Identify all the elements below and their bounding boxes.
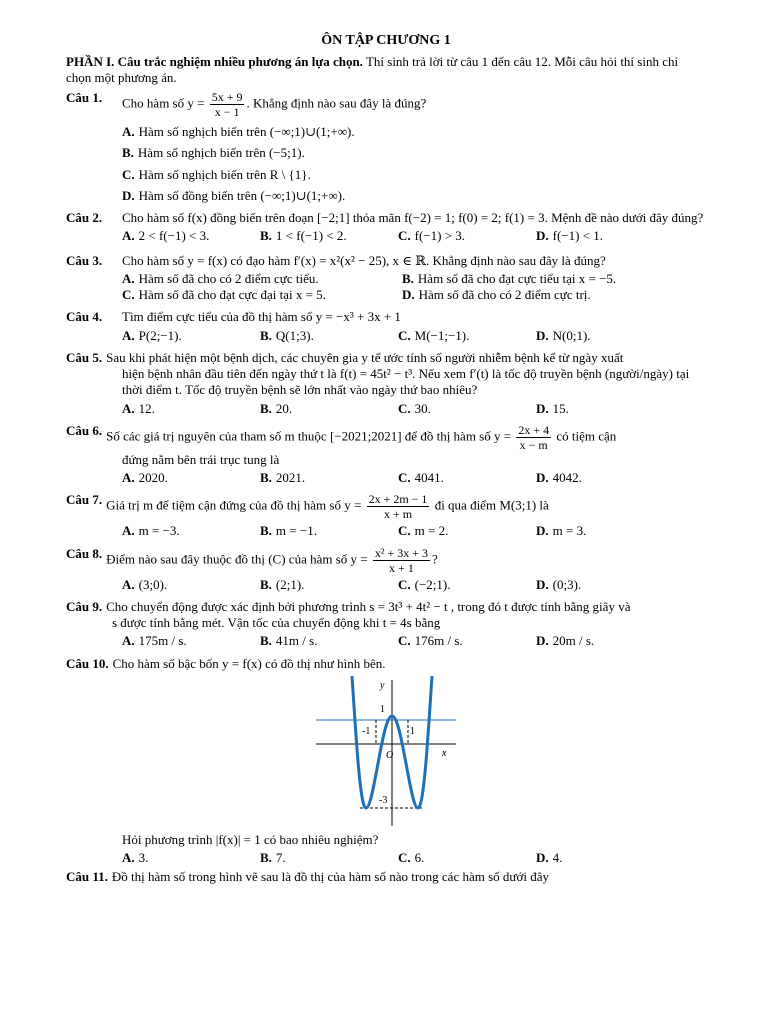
option-text: Hàm số đã cho có 2 điểm cực trị. <box>418 287 591 302</box>
option-letter: D. <box>536 470 549 485</box>
option-text: Hàm số đồng biến trên (−∞;1)∪(1;+∞). <box>138 187 346 203</box>
option-letter: B. <box>260 228 272 244</box>
option-text: 176m / s. <box>414 633 463 649</box>
numerator: 2x + 2m − 1 <box>368 492 428 507</box>
option[interactable] <box>122 577 260 593</box>
question-10-prompt: Hỏi phương trình |f(x)| = 1 có bao nhiêu nghiệm? <box>122 832 379 847</box>
option[interactable] <box>536 328 674 344</box>
option[interactable] <box>66 167 706 183</box>
question-stem <box>106 546 706 575</box>
stem-text: Giá trị m để tiệm cận đứng của đồ thị hàm số y = <box>106 497 362 513</box>
option-text: 7. <box>275 850 286 866</box>
option-text: m = −1. <box>275 523 317 539</box>
option-letter: C. <box>398 850 411 866</box>
option-text: 6. <box>414 850 425 866</box>
tick-label-y1: 1 <box>380 703 385 715</box>
question-number: Câu 4. <box>66 309 103 325</box>
question-1 <box>66 90 706 119</box>
option-text: (−2;1). <box>414 576 451 592</box>
option[interactable] <box>260 577 398 593</box>
question-stem <box>122 90 706 119</box>
option-letter: A. <box>122 470 135 485</box>
question-stem: Cho hàm số bậc bốn y = f(x) có đồ thị như hình bên. <box>112 655 386 671</box>
question-stem-continued: s được tính bằng mét. Vận tốc của chuyển động khi t = 4s bằng <box>112 615 441 630</box>
option-text: P(2;−1). <box>138 327 182 343</box>
option-text: Hàm số nghịch biến trên (−5;1). <box>137 145 305 161</box>
question-stem: Cho hàm số y = f(x) có đạo hàm f′(x) = x²(x² − 25), x ∈ ℝ. Khẳng định nào sau đây là đúng? <box>122 252 606 268</box>
option[interactable] <box>536 228 674 244</box>
option-letter: D. <box>536 400 549 416</box>
option-text: 2 < f(−1) < 3. <box>138 228 210 244</box>
option-letter: C. <box>122 287 135 302</box>
numerator: 2x + 4 <box>518 422 550 437</box>
option-letter: D. <box>536 523 549 539</box>
option-text: (3;0). <box>138 576 168 592</box>
option[interactable] <box>260 523 398 539</box>
option[interactable] <box>122 228 260 244</box>
option-text: 2020. <box>138 470 168 485</box>
question-3 <box>66 253 706 269</box>
stem-text: Số các giá trị nguyên của tham số m thuộc [−2021;2021] để đồ thị hàm số y = <box>106 428 512 444</box>
option-text: Q(1;3). <box>275 327 314 343</box>
question-stem: Cho chuyển động được xác định bởi phương trình s = 3t³ + 4t² − t , trong đó t được tính bằng giây và <box>106 598 631 614</box>
option-text: 12. <box>138 400 155 416</box>
option-text: 4042. <box>552 470 582 485</box>
options-row <box>66 633 706 649</box>
question-stem: Đồ thị hàm số trong hình vẽ sau là đồ thị của hàm số nào trong các hàm số dưới đây <box>111 868 549 884</box>
option-letter: C. <box>398 633 411 649</box>
option-letter: D. <box>536 327 549 343</box>
question-7 <box>66 492 706 521</box>
question-4 <box>66 309 706 325</box>
numerator: x² + 3x + 3 <box>374 545 429 560</box>
option-letter: A. <box>122 270 135 286</box>
option-text: Hàm số đã cho đạt cực đại tại x = 5. <box>138 287 326 302</box>
option[interactable] <box>66 188 706 204</box>
question-number: Câu 9. <box>66 598 103 614</box>
option-letter: C. <box>398 400 411 416</box>
option[interactable] <box>398 577 536 593</box>
stem-text: Cho hàm số y = <box>122 95 205 111</box>
option-text: (2;1). <box>275 576 305 592</box>
option[interactable] <box>122 328 260 344</box>
option[interactable] <box>122 401 260 417</box>
y-axis-label: y <box>380 679 385 691</box>
question-number: Câu 10. <box>66 655 109 671</box>
document-page <box>66 32 706 885</box>
question-number: Câu 7. <box>66 492 103 508</box>
option[interactable] <box>122 470 260 486</box>
denominator: x − 1 <box>214 105 240 119</box>
question-stem-continued: hiện bệnh nhân đầu tiên đến ngày thứ t là f(t) = 45t² − t³. Nếu xem f′(t) là tốc độ truyền bệnh (người/ngày) tại thời điểm t. Tốc độ truyền bệnh sẽ lớn nhất vào ngày thứ bao nhiêu? <box>122 366 690 398</box>
fraction <box>210 90 245 119</box>
option-letter: A. <box>122 327 135 343</box>
option[interactable] <box>122 633 260 649</box>
option-text: 20. <box>275 400 293 416</box>
option[interactable] <box>260 470 398 486</box>
denominator: x + m <box>383 507 413 522</box>
option-letter: D. <box>122 187 135 203</box>
options-row <box>66 850 706 866</box>
option-letter: A. <box>122 523 135 539</box>
numerator: 5x + 9 <box>211 90 243 104</box>
quartic-function-graph <box>316 676 456 826</box>
option-text: m = −3. <box>138 523 180 539</box>
fraction <box>373 546 430 575</box>
x-axis-label: x <box>442 747 447 759</box>
question-11 <box>66 869 706 885</box>
question-6 <box>66 423 706 452</box>
option-letter: C. <box>398 576 411 592</box>
option-text: f(−1) > 3. <box>414 228 466 244</box>
option-letter: B. <box>122 145 134 161</box>
option-letter: C. <box>398 228 411 244</box>
option[interactable] <box>402 271 682 287</box>
option-text: 3. <box>138 850 149 866</box>
option-letter: D. <box>536 228 549 244</box>
fraction <box>367 492 430 521</box>
denominator: x + 1 <box>389 560 414 575</box>
question-number: Câu 6. <box>66 422 103 438</box>
option[interactable] <box>260 401 398 417</box>
option-text: N(0;1). <box>552 327 591 343</box>
option-letter: C. <box>398 523 411 539</box>
option[interactable] <box>260 228 398 244</box>
question-10 <box>66 656 706 672</box>
question-stem <box>106 492 706 521</box>
option-letter: D. <box>536 850 549 866</box>
option-text: 30. <box>414 400 431 416</box>
option-letter: A. <box>122 400 135 416</box>
question-number: Câu 2. <box>66 210 103 225</box>
stem-text: ? <box>432 550 438 566</box>
option[interactable] <box>536 633 674 649</box>
option[interactable] <box>260 850 398 866</box>
stem-text: Điểm nào sau đây thuộc đồ thị (C) của hàm số y = <box>106 550 368 566</box>
option[interactable] <box>122 287 402 303</box>
question-5 <box>66 350 706 366</box>
question-number: Câu 3. <box>66 252 103 268</box>
option[interactable] <box>122 850 260 866</box>
question-number: Câu 5. <box>66 349 103 365</box>
option-text: m = 3. <box>552 523 587 539</box>
option-text: 2021. <box>275 470 306 485</box>
stem-text: có tiệm cận <box>553 428 617 444</box>
options-row <box>66 577 706 593</box>
page-title: ÔN TẬP CHƯƠNG 1 <box>321 33 451 48</box>
question-number: Câu 1. <box>66 90 103 105</box>
option-text: Hàm số nghịch biến trên R \ {1}. <box>138 166 311 182</box>
stem-text: đi qua điểm M(3;1) là <box>431 497 549 513</box>
question-stem-continued: đứng nằm bên trái trục tung là <box>122 451 280 467</box>
option-text: Hàm số đã cho có 2 điểm cực tiểu. <box>138 270 319 286</box>
origin-label: O <box>386 749 394 761</box>
option[interactable] <box>260 633 398 649</box>
option[interactable] <box>398 401 536 417</box>
option[interactable] <box>536 523 674 539</box>
options-row <box>66 328 706 344</box>
option-letter: D. <box>402 287 415 302</box>
tick-label-y-minus3: -3 <box>379 794 388 806</box>
option[interactable] <box>398 328 536 344</box>
question-stem: Sau khi phát hiện một bệnh dịch, các chuyên gia y tế ước tính số người nhiễm bệnh kể từ ngày xuất <box>106 349 624 365</box>
option-text: 175m / s. <box>138 633 187 649</box>
option-text: 15. <box>552 400 569 416</box>
option-letter: C. <box>122 166 135 182</box>
option[interactable] <box>398 470 536 486</box>
options-grid <box>66 271 706 304</box>
tick-label-x1: 1 <box>410 725 415 737</box>
part-1-label: PHẦN I. Câu trắc nghiệm nhiều phương án lựa chọn. <box>66 53 363 69</box>
options-row <box>66 401 706 417</box>
option[interactable] <box>260 328 398 344</box>
option-letter: A. <box>122 633 135 649</box>
options-row <box>66 523 706 539</box>
fraction <box>516 423 551 452</box>
option-text: 41m / s. <box>275 633 318 649</box>
option-letter: C. <box>398 327 411 343</box>
option-letter: B. <box>260 400 272 416</box>
part-1-text: Thí sinh trả lời từ câu 1 đến câu 12. Mỗi câu hỏi thí sinh chỉ chọn một phương án. <box>66 53 679 85</box>
option[interactable] <box>398 633 536 649</box>
question-stem <box>106 423 706 452</box>
option-letter: B. <box>260 327 272 343</box>
option-letter: B. <box>260 633 272 649</box>
option[interactable] <box>536 577 674 593</box>
question-2 <box>66 210 706 226</box>
options-row <box>66 228 706 244</box>
option-letter: B. <box>260 523 272 539</box>
tick-label-x-minus1: -1 <box>362 725 371 737</box>
part-1-instructions <box>66 54 706 87</box>
option-text: f(−1) < 1. <box>552 228 604 244</box>
option[interactable] <box>536 470 674 486</box>
option-letter: A. <box>122 850 135 866</box>
option-text: 4041. <box>414 470 444 485</box>
option[interactable] <box>398 850 536 866</box>
option-text: M(−1;−1). <box>414 327 470 343</box>
question-9 <box>66 599 706 615</box>
option-text: Hàm số đã cho đạt cực tiểu tại x = −5. <box>417 270 617 286</box>
option[interactable] <box>66 124 706 140</box>
option-text: Hàm số nghịch biến trên (−∞;1)∪(1;+∞). <box>138 124 355 139</box>
option[interactable] <box>398 228 536 244</box>
question-number: Câu 11. <box>66 868 108 884</box>
option-text: 4. <box>552 850 563 866</box>
option-text: 1 < f(−1) < 2. <box>275 228 347 244</box>
stem-text: . Khẳng định nào sau đây là đúng? <box>246 95 427 111</box>
option[interactable] <box>66 145 706 161</box>
option-letter: A. <box>122 124 135 139</box>
option[interactable] <box>122 271 402 287</box>
option-letter: B. <box>260 850 272 866</box>
question-number: Câu 8. <box>66 545 103 561</box>
option-letter: C. <box>398 470 411 485</box>
option-letter: B. <box>402 270 414 286</box>
option[interactable] <box>122 523 260 539</box>
options-row <box>66 470 706 486</box>
denominator: x − m <box>519 437 548 452</box>
option-text: m = 2. <box>414 523 449 539</box>
question-stem: Tìm điểm cực tiểu của đồ thị hàm số y = −x³ + 3x + 1 <box>122 309 401 325</box>
option-letter: D. <box>536 576 549 592</box>
option-text: 20m / s. <box>552 633 595 649</box>
option[interactable] <box>402 287 682 303</box>
question-stem: Cho hàm số f(x) đồng biến trên đoạn [−2;1] thỏa mãn f(−2) = 1; f(0) = 2; f(1) = 3. Mệnh đề nào dưới đây đúng? <box>122 210 704 225</box>
option[interactable] <box>398 523 536 539</box>
option-letter: B. <box>260 470 272 485</box>
option-text: (0;3). <box>552 576 582 592</box>
option-letter: A. <box>122 228 135 244</box>
option[interactable] <box>536 401 674 417</box>
option-letter: A. <box>122 576 135 592</box>
question-8 <box>66 546 706 575</box>
option-letter: D. <box>536 633 549 649</box>
option[interactable] <box>536 850 674 866</box>
option-letter: B. <box>260 576 272 592</box>
